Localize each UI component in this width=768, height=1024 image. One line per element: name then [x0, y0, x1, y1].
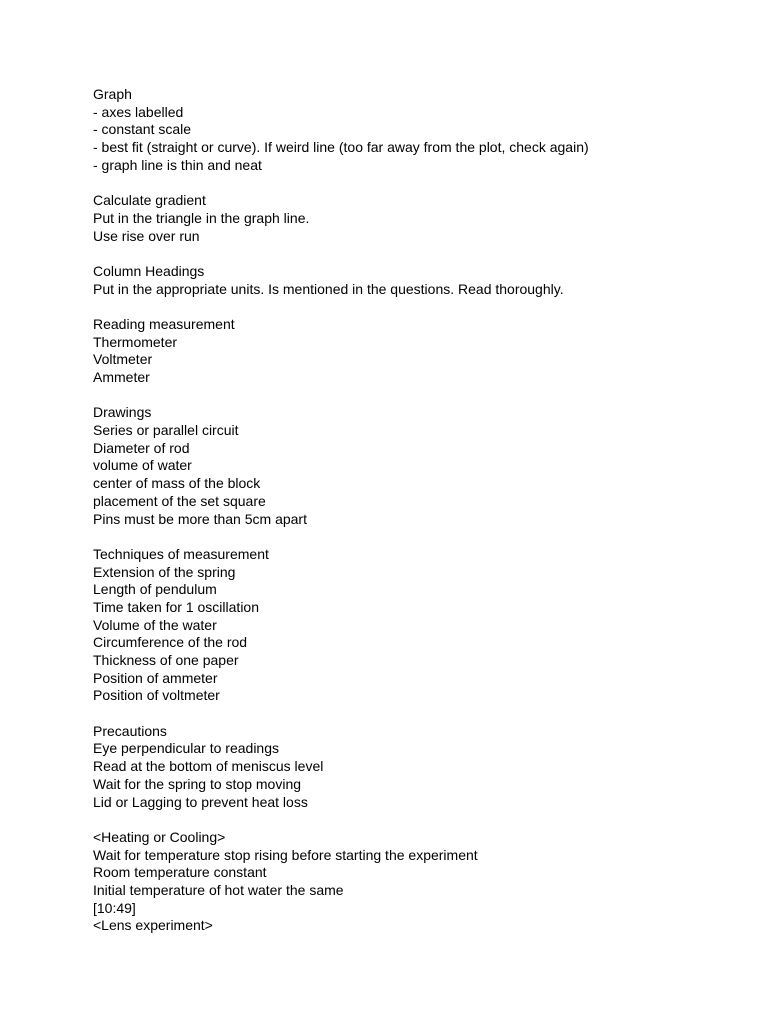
section-line: Thickness of one paper — [93, 652, 239, 668]
section-line: placement of the set square — [93, 492, 266, 509]
section-line: Use rise over run — [93, 227, 200, 244]
section-line: Series or parallel circuit — [93, 422, 239, 439]
section-line: Initial temperature of hot water the same — [93, 881, 344, 898]
section-heading: Techniques of measurement — [93, 545, 269, 562]
section-line: Voltmeter — [93, 351, 153, 368]
section-line: Pins must be more than 5cm apart — [93, 510, 307, 527]
section-calculate-gradient — [93, 192, 733, 245]
section-line: Put in the appropriate units. Is mentioned in the questions. Read thoroughly. — [93, 280, 564, 297]
section-line: - constant scale — [93, 121, 192, 138]
section-line: center of mass of the block — [93, 475, 261, 492]
section-line: Time taken for 1 oscillation — [93, 598, 259, 615]
section-heading: Calculate gradient — [93, 192, 206, 209]
section-line: - best fit (straight or curve). If weird line (too far away from the plot, check again) — [93, 139, 589, 156]
section-line: Ammeter — [93, 369, 150, 385]
section-heating-or-cooling — [93, 829, 733, 935]
section-heading: Column Headings — [93, 262, 205, 279]
section-spacer — [93, 245, 733, 263]
section-heading: Drawings — [93, 404, 152, 421]
section-graph — [93, 86, 733, 174]
section-line: Circumference of the rod — [93, 634, 248, 651]
section-line: - axes labelled — [93, 103, 184, 120]
section-line: <Lens experiment> — [93, 917, 213, 934]
section-line: Eye perpendicular to readings — [93, 740, 280, 757]
section-line: Lid or Lagging to prevent heat loss — [93, 793, 308, 810]
section-line: volume of water — [93, 457, 192, 474]
section-spacer — [93, 811, 733, 829]
section-line: Read at the bottom of meniscus level — [93, 758, 324, 775]
section-line: Volume of the water — [93, 616, 217, 633]
section-spacer — [93, 387, 733, 405]
section-heading: Reading measurement — [93, 315, 235, 332]
section-line: - graph line is thin and neat — [93, 156, 262, 173]
section-line: [10:49] — [93, 899, 136, 916]
section-heading: Precautions — [93, 722, 167, 739]
section-line: Room temperature constant — [93, 864, 267, 881]
section-line: Position of voltmeter — [93, 687, 220, 704]
section-line: Wait for temperature stop rising before starting the experiment — [93, 846, 478, 863]
section-heading: Graph — [93, 86, 132, 102]
section-line: Extension of the spring — [93, 563, 236, 580]
section-line: Wait for the spring to stop moving — [93, 775, 302, 792]
section-techniques-of-measurement — [93, 546, 733, 705]
section-line: Thermometer — [93, 333, 178, 350]
section-precautions — [93, 723, 733, 811]
section-spacer — [93, 174, 733, 192]
section-spacer — [93, 705, 733, 723]
section-spacer — [93, 298, 733, 316]
section-reading-measurement — [93, 316, 733, 387]
section-drawings — [93, 404, 733, 528]
section-line: Length of pendulum — [93, 581, 217, 598]
section-line: Diameter of rod — [93, 439, 190, 456]
section-heading: <Heating or Cooling> — [93, 828, 226, 845]
section-column-headings — [93, 263, 733, 298]
section-line: Position of ammeter — [93, 669, 218, 686]
section-spacer — [93, 528, 733, 546]
section-line: Put in the triangle in the graph line. — [93, 209, 310, 226]
document-page — [93, 86, 733, 935]
